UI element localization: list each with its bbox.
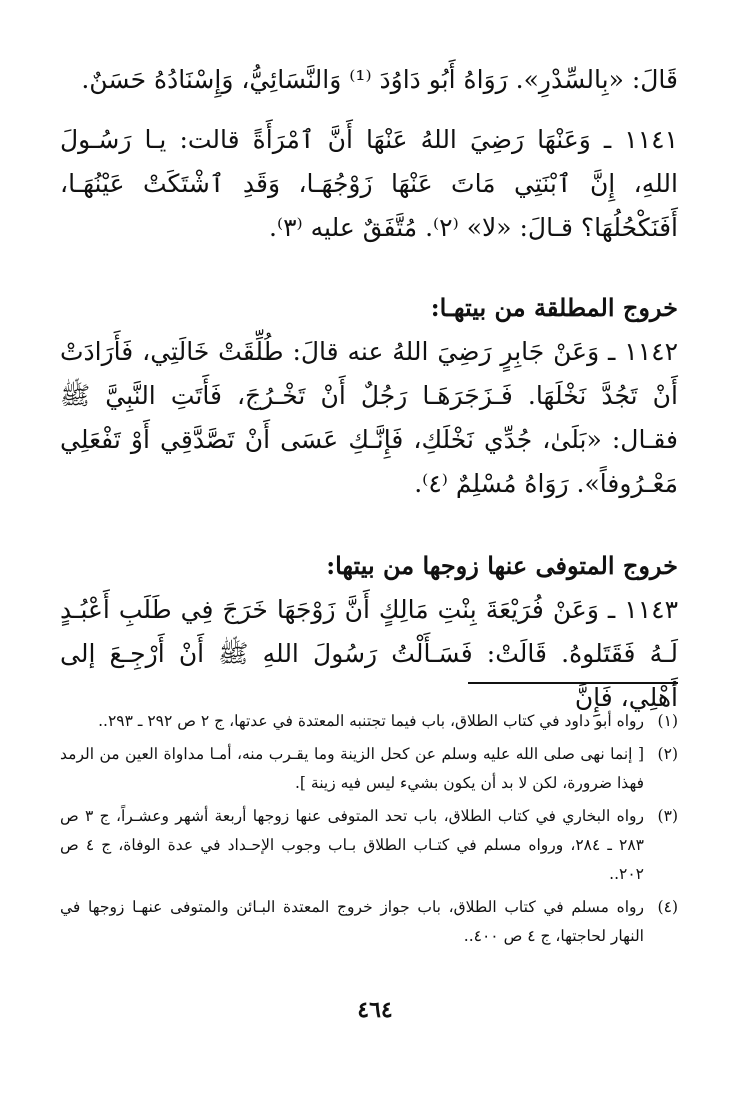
- footnote-text: رواه مسلم في كتاب الطلاق، باب جواز خروج المعتدة البـائن والمتوفى عنهـا زوجها في النهار لحاجتها، ج ٤ ص ٤٠٠..: [60, 898, 644, 945]
- section-heading-divorced-woman: خروج المطلقة من بيتهـا:: [430, 293, 678, 322]
- footnote-1: [60, 707, 678, 736]
- main-text: [60, 58, 678, 720]
- footnote-number: (١): [657, 712, 678, 730]
- footnote-text: رواه أبو داود في كتاب الطلاق، باب فيما تجتنبه المعتدة في عدتها، ج ٢ ص ٢٩٢ ـ ٢٩٣..: [98, 712, 644, 730]
- hadith-1143: ١١٤٣ ـ وَعَنْ فُرَيْعَةَ بِنْتِ مَالِكٍ أَنَّ زَوْجَهَا خَرَجَ فِي طَلَبِ أَعْبُـدٍ لَـهُ فَقَتَلوهُ. قَالَتْ: فَسَـأَلْتُ رَسُولَ اللهِ ﷺ أَنْ أَرْجِـعَ إلى أَهْلِي، فَإِنَّ: [60, 595, 679, 712]
- hadith-1142: ١١٤٢ ـ وَعَنْ جَابِرٍ رَضِيَ اللهُ عنه قالَ: طُلِّقَتْ خَالَتِي، فَأَرَادَتْ أَنْ تَجُدَّ نَخْلَهَا. فَـزَجَرَهَـا رَجُلٌ أَنْ تَخْـرُجَ، فَأَتَتِ النَّبِيَّ ﷺ فقـال: «بَلَىٰ، جُدِّي نَخْلَكِ، فَإِنَّـكِ عَسَى أَنْ تَصَّدَّقِي أَوْ تَفْعَلِي مَعْـرُوفاً». رَوَاهُ مُسْلِمٌ ⁽٤⁾.: [60, 337, 678, 498]
- footnote-number: (٣): [657, 807, 678, 825]
- footnote-number: (٤): [657, 898, 678, 916]
- footnote-separator: [468, 682, 678, 684]
- footnote-text: رواه البخاري في كتاب الطلاق، باب تحد المتوفى عنها زوجها أربعة أشهر وعشـراً، ج ٣ ص ٢٨٣ ـ ٢٨٤، ورواه مسلم في كتـاب الطلاق بـاب وجوب الإحـداد في عدة الوفاة، ج ٤ ص ٢٠٢..: [60, 807, 644, 883]
- hadith-1141: ١١٤١ ـ وَعَنْهَا رَضِيَ اللهُ عَنْهَا أَنَّ ٱمْرَأَةً قالت: يـا رَسُـولَ اللهِ، إِنَّ ٱبْنَتِي مَاتَ عَنْهَا زَوْجُهَـا، وَقَدِ ٱشْتَكَتْ عَيْنُهَـا، أَفَنَكْحُلُهَا؟ قـالَ: «لا» ⁽٢⁾. مُتَّفَقٌ عليه ⁽٣⁾.: [60, 125, 678, 242]
- page-number: ٤٦٤: [357, 997, 393, 1023]
- footnotes: [60, 707, 678, 955]
- footnote-4: [60, 893, 678, 951]
- footnote-text: [ إنما نهى صلى الله عليه وسلم عن كحل الزينة وما يقـرب منه، أمـا مداواة العين من الرمد فهذا ضرورة، لكن لا بد أن يكون بشيء ليس فيه زينة ].: [60, 745, 644, 792]
- section-heading-widow: خروج المتوفى عنها زوجها من بيتها:: [326, 551, 678, 580]
- footnote-3: [60, 802, 678, 889]
- intro-line: قَالَ: «بِالسِّدْرِ». رَوَاهُ أَبُو دَاوُدَ ⁽¹⁾ وَالنَّسَائِيُّ، وَإِسْنَادُهُ حَسَنٌ.: [81, 65, 678, 94]
- footnote-2: [60, 740, 678, 798]
- footnote-number: (٢): [657, 745, 678, 763]
